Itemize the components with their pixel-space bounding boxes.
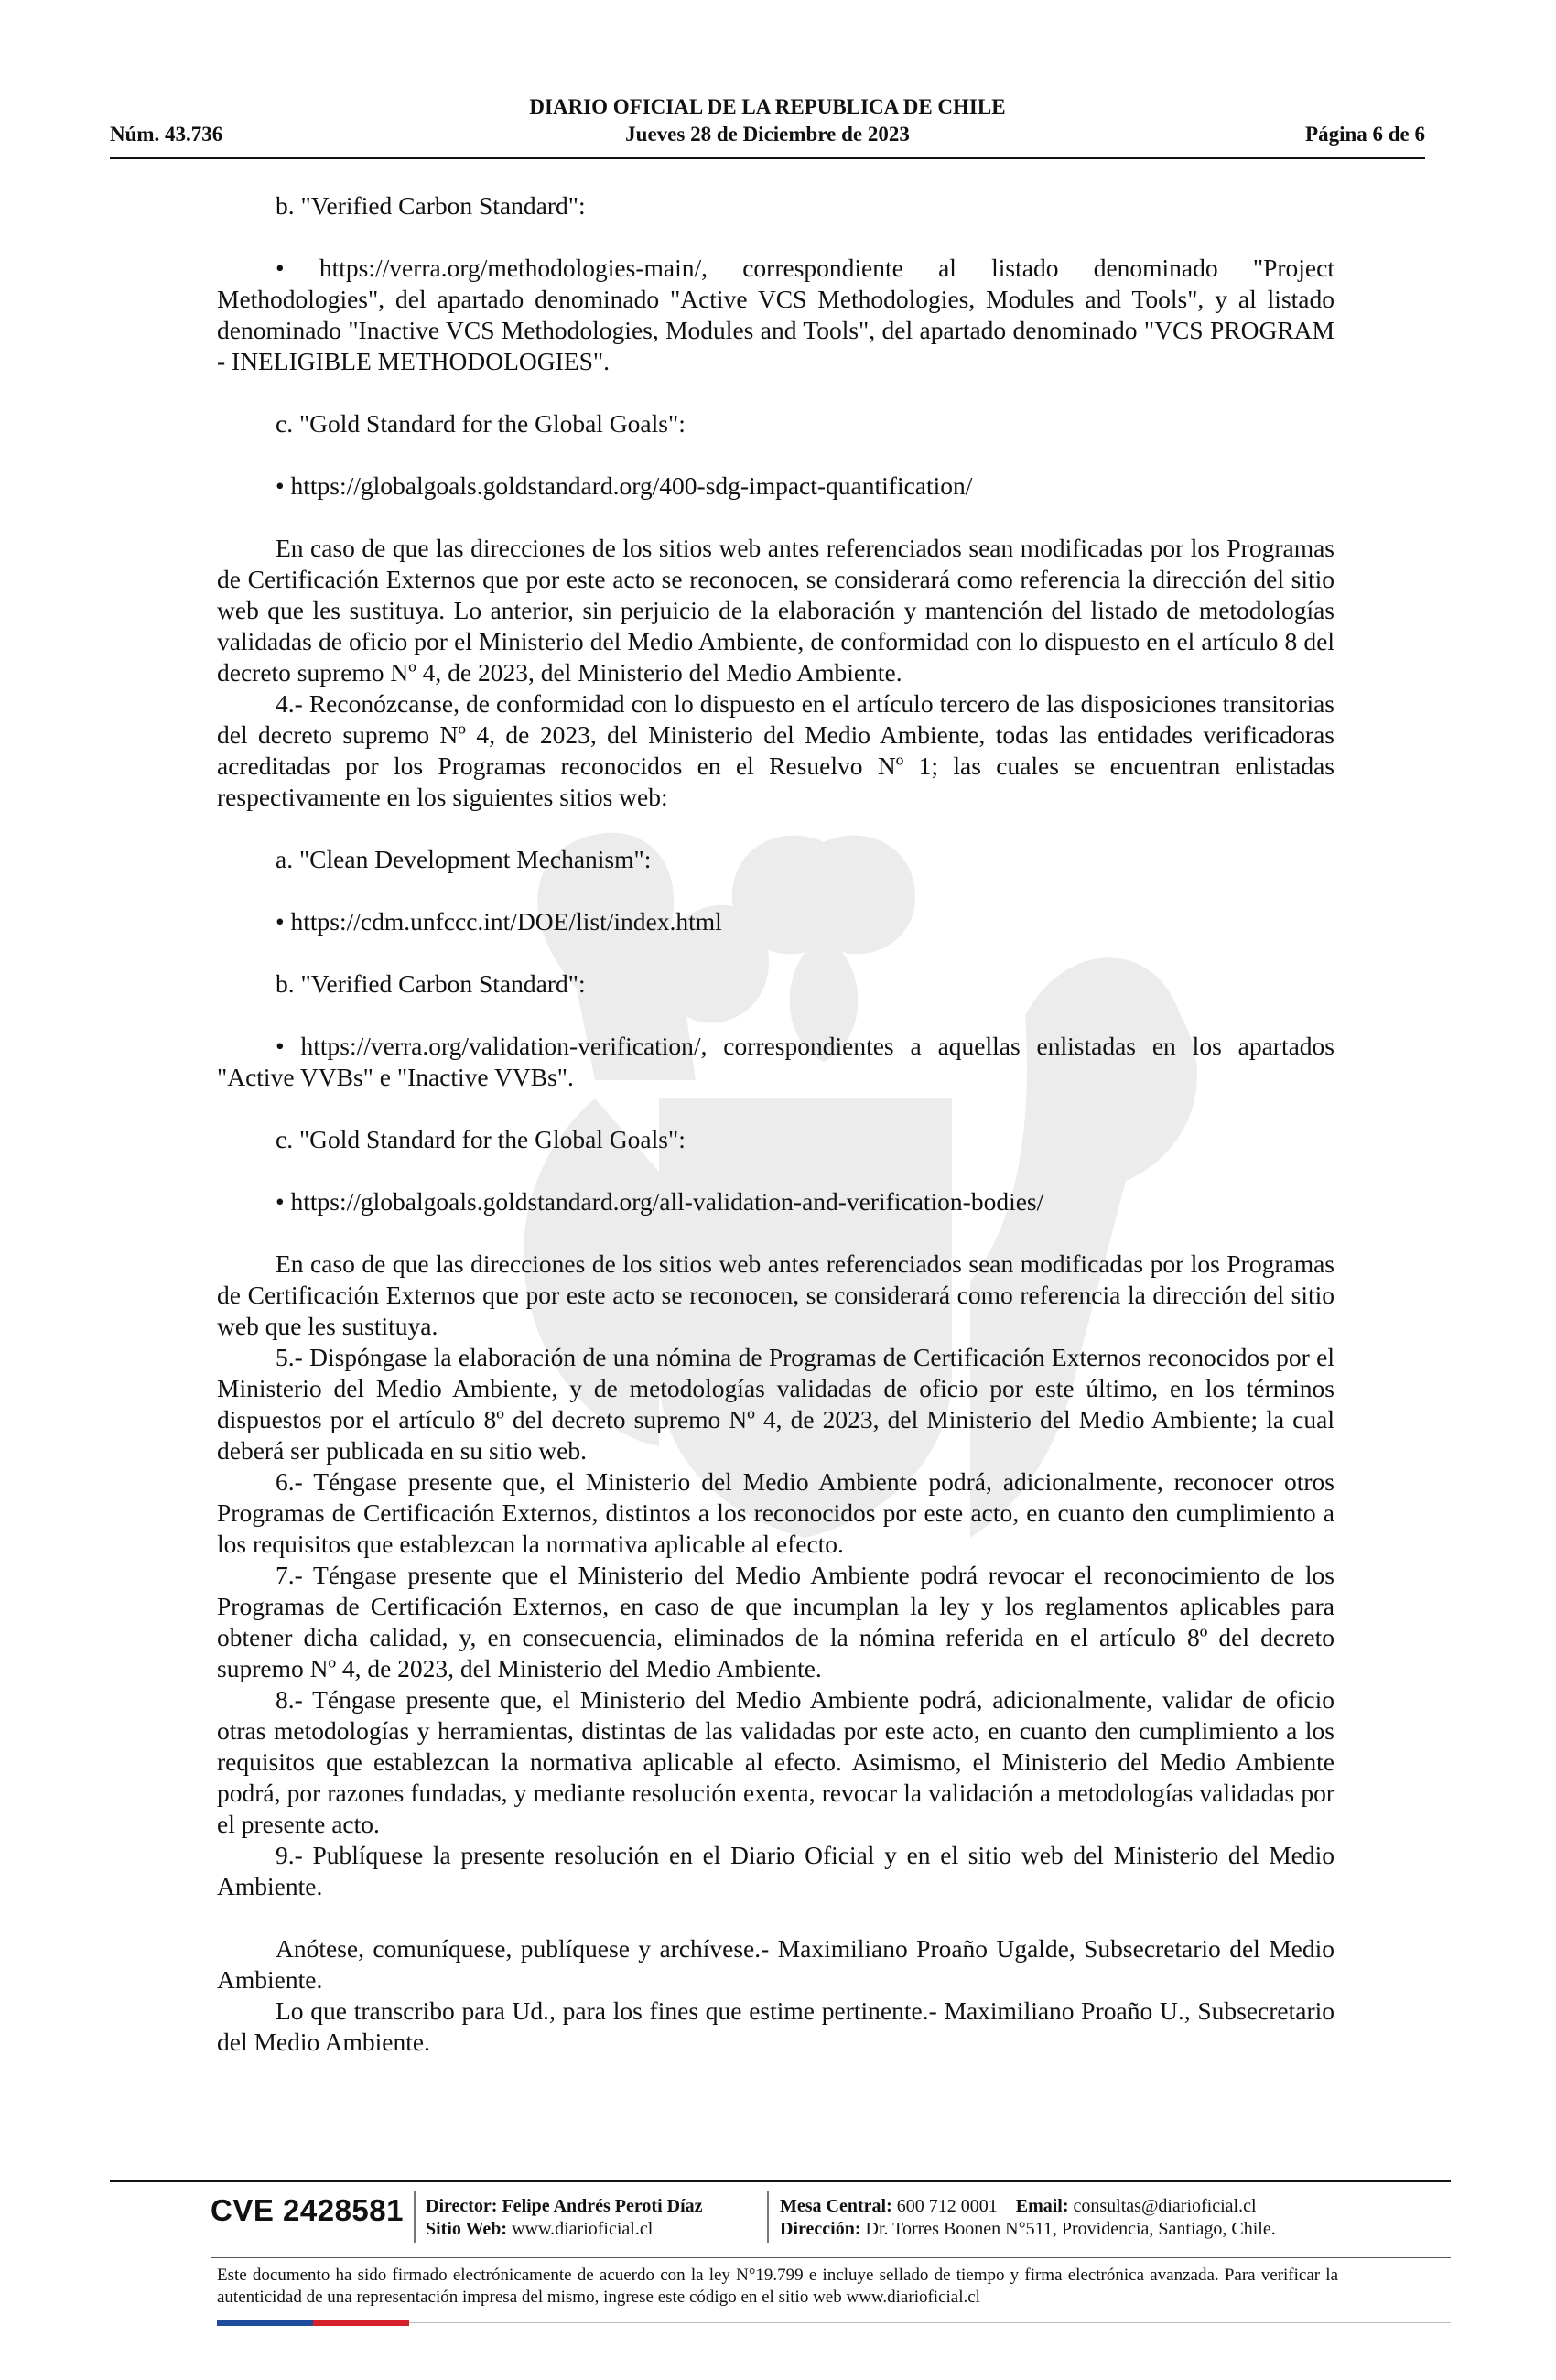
resolution-item-5: 5.- Dispóngase la elaboración de una nómina de Programas de Certificación Externos reconocidos por el Ministerio del Medio Ambiente, y de metodologías validadas de oficio por este último, en los términos dispuestos por el artículo 8º del decreto supremo Nº 4, de 2023, del Ministerio del Medio Ambiente; la cual deberá ser publicada en su sitio web.	[217, 1343, 1334, 1465]
publication-title: DIARIO OFICIAL DE LA REPUBLICA DE CHILE	[529, 95, 1006, 118]
resolution-item-7: 7.- Téngase presente que el Ministerio del Medio Ambiente podrá revocar el reconocimiento de los Programas de Certificación Externos, en caso de que incumplan la ley y los reglamentos aplicables para obtener dicha calidad, y, en consecuencia, eliminados de la nómina referida en el artículo 8º del decreto supremo Nº 4, de 2023, del Ministerio del Medio Ambiente.	[217, 1561, 1334, 1682]
resolution-item-6: 6.- Téngase presente que, el Ministerio del Medio Ambiente podrá, adicionalmente, reconocer otros Programas de Certificación Externos, distintos a los reconocidos por este acto, en cuanto den cumplimiento a los requisitos que establezcan la normativa aplicable al efecto.	[217, 1467, 1334, 1558]
list-heading: b. "Verified Carbon Standard":	[276, 969, 586, 998]
bullet-link: • https://globalgoals.goldstandard.org/400-sdg-impact-quantification/	[276, 471, 973, 500]
phone-value: 600 712 0001	[896, 2196, 998, 2216]
closing-signature: Anótese, comuníquese, publíquese y archívese.- Maximiliano Proaño Ugalde, Subsecretario del Medio Ambiente.	[217, 1934, 1334, 1994]
footer-director-block	[426, 2195, 703, 2241]
bullet-link: • https://cdm.unfccc.int/DOE/list/index.html	[276, 907, 722, 936]
email-label: Email:	[1015, 2196, 1069, 2216]
footer-separator	[767, 2191, 769, 2243]
footer-divider	[211, 2257, 1451, 2258]
flag-stripe	[217, 2320, 409, 2326]
footer-contact-block	[780, 2195, 1276, 2241]
address-value: Dr. Torres Boonen N°511, Providencia, Santiago, Chile.	[865, 2219, 1276, 2239]
flag-red-segment	[313, 2320, 409, 2326]
footer-divider	[409, 2322, 1451, 2323]
paragraph: En caso de que las direcciones de los sitios web antes referenciados sean modificadas por los Programas de Certificación Externos que por este acto se reconocen, se considerará como referencia la dirección del sitio web que les sustituya. Lo anterior, sin perjuicio de la elaboración y mantención del listado de metodologías validadas de oficio por el Ministerio del Medio Ambiente, de conformidad con lo dispuesto en el artículo 8 del decreto supremo Nº 4, de 2023, del Ministerio del Medio Ambiente.	[217, 534, 1334, 687]
list-heading: c. "Gold Standard for the Global Goals":	[276, 409, 686, 438]
bullet-link: • https://verra.org/validation-verification/, correspondientes a aquellas enlistadas en los apartados "Active VVBs" e "Inactive VVBs".	[217, 1032, 1334, 1091]
site-link[interactable]: www.diarioficial.cl	[512, 2219, 654, 2239]
bullet-link: • https://globalgoals.goldstandard.org/all-validation-and-verification-bodies/	[276, 1187, 1044, 1216]
transcription-note: Lo que transcribo para Ud., para los fines que estime pertinente.- Maximiliano Proaño U., Subsecretario del Medio Ambiente.	[217, 1996, 1334, 2056]
paragraph: En caso de que las direcciones de los sitios web antes referenciados sean modificadas por los Programas de Certificación Externos que por este acto se reconocen, se considerará como referencia la dirección del sitio web que les sustituya.	[217, 1250, 1334, 1340]
issue-number: Núm. 43.736	[110, 123, 223, 146]
cve-code: CVE 2428581	[211, 2193, 404, 2227]
page-header	[110, 92, 1425, 159]
resolution-item-8: 8.- Téngase presente que, el Ministerio del Medio Ambiente podrá, adicionalmente, validar de oficio otras metodologías y herramientas, distintas de las validadas por este acto, en cuanto den cumplimiento a los requisitos que establezcan la normativa aplicable al efecto. Asimismo, el Ministerio del Medio Ambiente podrá, por razones fundadas, y mediante resolución exenta, revocar la validación a metodologías validadas por el presente acto.	[217, 1685, 1334, 1838]
legal-notice: Este documento ha sido firmado electrónicamente de acuerdo con la ley N°19.799 e incluye sellado de tiempo y firma electrónica avanzada. Para verificar la autenticidad de una representación impresa del mismo, ingrese este código en el sitio web www.diarioficial.cl	[217, 2266, 1338, 2307]
director-name: Felipe Andrés Peroti Díaz	[502, 2196, 703, 2216]
footer-divider	[110, 2180, 1451, 2182]
address-label: Dirección:	[780, 2219, 861, 2239]
list-heading: c. "Gold Standard for the Global Goals":	[276, 1125, 686, 1153]
resolution-item-4: 4.- Reconózcanse, de conformidad con lo dispuesto en el artículo tercero de las disposiciones transitorias del decreto supremo Nº 4, de 2023, del Ministerio del Medio Ambiente, todas las entidades verificadoras acreditadas por los Programas reconocidos en el Resuelvo Nº 1; las cuales se encuentran enlistadas respectivamente en los siguientes sitios web:	[217, 689, 1334, 811]
phone-label: Mesa Central:	[780, 2196, 892, 2216]
bullet-link: • https://verra.org/methodologies-main/, correspondiente al listado denominado "Project Methodologies", del apartado denominado "Active VCS Methodologies, Modules and Tools", y al listado denominado "Inactive VCS Methodologies, Modules and Tools", del apartado denominado "VCS PROGRAM - INELIGIBLE METHODOLOGIES".	[217, 254, 1334, 375]
footer-separator	[414, 2191, 416, 2243]
resolution-item-9: 9.- Publíquese la presente resolución en el Diario Oficial y en el sitio web del Ministerio del Medio Ambiente.	[217, 1841, 1334, 1900]
list-heading: b. "Verified Carbon Standard":	[276, 191, 586, 220]
director-label: Director:	[426, 2196, 498, 2216]
email-link[interactable]: consultas@diarioficial.cl	[1073, 2196, 1257, 2216]
document-body	[217, 190, 1334, 2058]
site-label: Sitio Web:	[426, 2219, 508, 2239]
issue-date: Jueves 28 de Diciembre de 2023	[625, 123, 910, 146]
flag-blue-segment	[217, 2320, 313, 2326]
list-heading: a. "Clean Development Mechanism":	[276, 845, 652, 873]
page-number: Página 6 de 6	[1305, 123, 1425, 146]
